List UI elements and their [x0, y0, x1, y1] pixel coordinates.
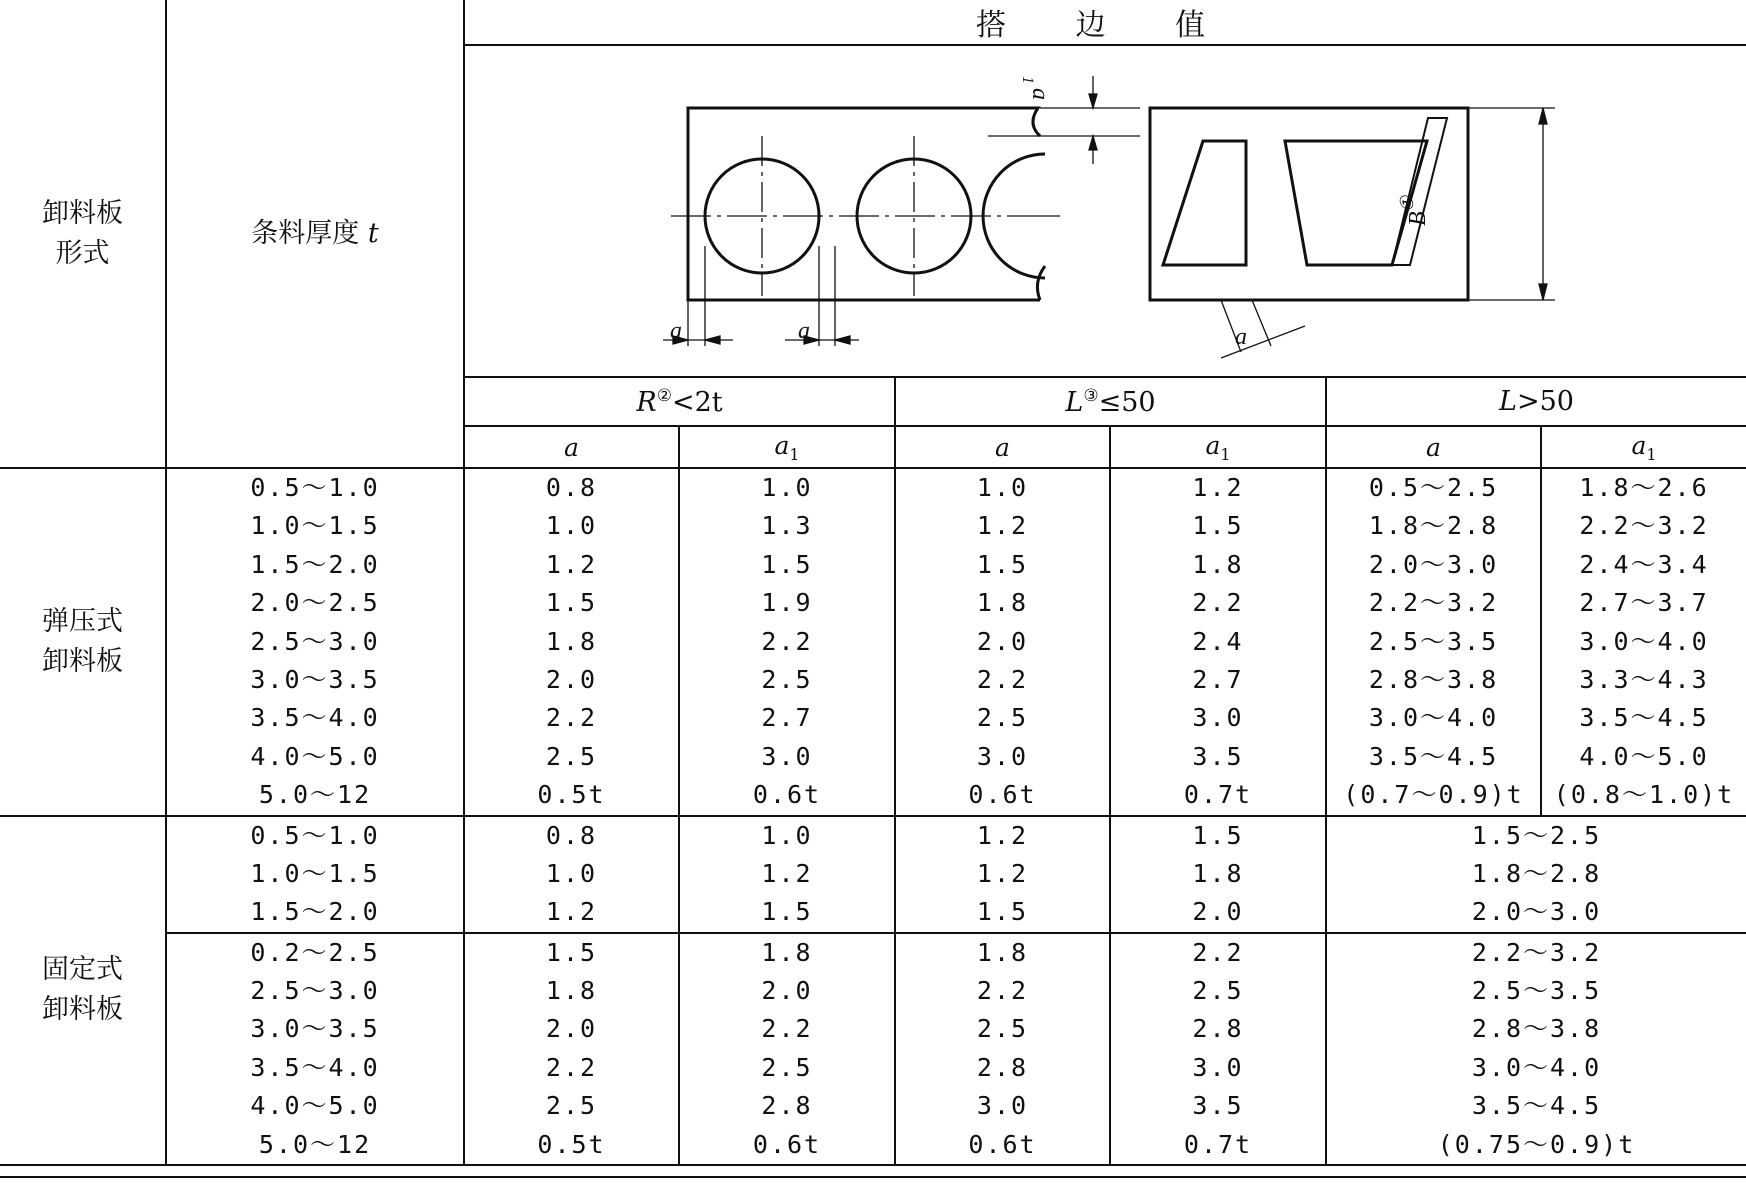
table-cell-value: 5.0～12 [258, 1129, 372, 1159]
table-cell-value: 2.5 [976, 703, 1029, 733]
table-cell-value: 2.2 [545, 703, 598, 733]
table-bottom-rule [0, 1176, 1746, 1178]
table-cell-value: 2.5 [976, 1014, 1029, 1044]
table-cell-value: 1.2 [976, 820, 1029, 850]
col-header-form [0, 0, 166, 468]
table-cell-value: 1.5 [1192, 511, 1244, 541]
group-header-R-rest: <2t [671, 386, 723, 418]
table-cell-value: 3.0 [1192, 703, 1244, 733]
group-header-R-var: R [636, 386, 657, 418]
table-cell-value: 3.0～4.0 [1368, 703, 1499, 733]
table-cell-value: 2.5 [761, 664, 813, 694]
table-cell-value: 1.8 [545, 976, 598, 1006]
table-cell-value: 1.8～2.6 [1579, 473, 1709, 502]
col-header-form-line1: 卸料板 [42, 197, 123, 229]
table-cell-value: 1.0～1.5 [250, 858, 380, 888]
table-cell-value: 2.0 [545, 664, 598, 694]
table-cell-value: 1.0 [761, 473, 813, 502]
table-cell-value: 2.2 [976, 976, 1029, 1006]
table-cell-value: (0.7～0.9)t [1343, 780, 1524, 810]
fixed-b1-l-a-col [895, 816, 1110, 933]
table-cell-value: 3.0～3.5 [250, 664, 380, 694]
sub-header-a1 [1541, 426, 1746, 468]
group-header-R-sup: ② [656, 385, 672, 406]
elastic-l-a1-col [1110, 468, 1326, 816]
table-cell-value: 3.5～4.5 [1471, 1091, 1602, 1121]
table-cell-value: 1.2 [976, 858, 1029, 888]
table-cell-value: 0.7t [1183, 780, 1253, 810]
table-cell-value: 1.8 [1192, 549, 1244, 579]
table-cell-value: 0.6t [752, 1129, 822, 1159]
group-header-L-le50-sup: ③ [1083, 385, 1099, 406]
table-cell-value: 0.5～2.5 [1368, 473, 1499, 502]
section-name-elastic-line2: 卸料板 [42, 645, 123, 677]
table-cell-value: 5.0～12 [258, 780, 372, 810]
table-cell-value: 3.5 [1192, 741, 1244, 771]
table-cell-value: 1.0～1.5 [250, 511, 380, 541]
table-cell-value: 0.5～1.0 [250, 473, 380, 502]
table-cell-value: 2.7～3.7 [1579, 588, 1709, 618]
group-header-L-gt50 [1326, 377, 1746, 426]
col-header-thickness-label: 条料厚度 [251, 217, 360, 249]
fixed-b1-l-a1-col [1110, 816, 1326, 933]
table-cell-value: 3.0～3.5 [250, 1014, 380, 1044]
table-cell-value: 1.5～2.0 [250, 549, 380, 579]
table-cell-value: 0.8 [545, 473, 598, 502]
table-cell-value: 2.5～3.5 [1471, 976, 1602, 1006]
sub-header-a: a [464, 426, 679, 468]
diagram-label-a1: a [1027, 88, 1053, 100]
table-cell-value: 1.5～2.5 [1471, 820, 1602, 850]
table-cell-value: 0.5t [537, 1129, 606, 1159]
overlap-diagram [464, 45, 1746, 377]
table-cell-value: 2.5～3.5 [1368, 626, 1499, 656]
fixed-b2-g-col [1326, 933, 1746, 1165]
group-header-L-le50-rest: ≤50 [1098, 386, 1156, 418]
table-cell-value: 2.8 [761, 1091, 813, 1121]
table-cell-value: 1.8 [1192, 858, 1244, 888]
table-cell-value: 2.0～3.0 [1368, 549, 1499, 579]
table-cell-value: 2.5～3.0 [250, 626, 380, 656]
table-cell-value: 0.7t [1183, 1129, 1253, 1159]
table-cell-value: 1.8 [761, 937, 813, 967]
elastic-r-a1-col [679, 468, 895, 816]
table-cell-value: 0.5～1.0 [250, 820, 380, 850]
table-cell-value: 3.0～4.0 [1471, 1052, 1602, 1082]
table-cell-value: 2.5～3.0 [250, 976, 380, 1006]
table-cell-value: 3.5～4.0 [250, 703, 380, 733]
overlap-title: 搭 边 值 [464, 0, 1746, 45]
sub-header-a1-base: a [1205, 430, 1221, 460]
table-cell-value: 2.4 [1192, 626, 1244, 656]
fixed-b1-thickness-col [166, 816, 464, 933]
table-cell-value: 2.5 [545, 741, 598, 771]
table-cell-value: 0.6t [968, 1129, 1037, 1159]
table-cell-value: 2.0～2.5 [250, 588, 380, 618]
table-cell-value: 2.2 [976, 664, 1029, 694]
group-header-R [464, 377, 895, 426]
table-cell-value: 1.2 [976, 511, 1029, 541]
section-name-fixed [0, 816, 166, 1166]
table-cell-value: 1.5 [761, 897, 813, 927]
table-cell-value: 1.0 [545, 511, 598, 541]
fixed-b2-r-a-col [464, 933, 679, 1165]
table-cell-value: 2.2 [761, 1014, 813, 1044]
table-cell-value: 1.5 [545, 937, 598, 967]
diagram-label-B-sup: ① [1397, 195, 1417, 212]
fixed-b2-l-a-col [895, 933, 1110, 1165]
table-cell-value: 2.2～3.2 [1368, 588, 1499, 618]
group-header-L-gt50-rest: >50 [1516, 386, 1574, 417]
elastic-g-a-col [1326, 468, 1541, 816]
table-cell-value: 1.5 [976, 549, 1029, 579]
elastic-r-a-col [464, 468, 679, 816]
table-cell-value: 2.2 [1192, 937, 1244, 967]
table-cell-value: 1.8～2.8 [1471, 858, 1602, 888]
table-cell-value: 2.0～3.0 [1471, 897, 1602, 927]
table-cell-value: 1.8 [976, 937, 1029, 967]
fixed-b1-r-a-col [464, 816, 679, 933]
table-cell-value: 2.8 [976, 1052, 1029, 1082]
sub-header-a: a [1326, 426, 1541, 468]
elastic-g-a1-col [1541, 468, 1746, 816]
table-cell-value: 3.5～4.0 [250, 1052, 380, 1082]
table-cell-value: 1.5 [976, 897, 1029, 927]
section-name-elastic [0, 468, 166, 816]
table-cell-value: 3.0 [976, 741, 1029, 771]
col-header-thickness [166, 0, 464, 468]
table-cell-value: 1.8 [976, 588, 1029, 618]
table-cell-value: 3.5 [1192, 1091, 1244, 1121]
table-cell-value: (0.75～0.9)t [1437, 1129, 1636, 1159]
sub-header-a1-base: a [1631, 430, 1647, 460]
table-cell-value: 2.2～3.2 [1579, 511, 1709, 541]
table-cell-value: 1.8～2.8 [1368, 511, 1499, 541]
table-cell-value: 0.6t [752, 780, 822, 810]
table-cell-value: 3.5～4.5 [1579, 703, 1709, 733]
fixed-b2-r-a1-col [679, 933, 895, 1165]
section-name-fixed-line1: 固定式 [42, 954, 123, 986]
table-cell-value: 2.2 [761, 626, 813, 656]
sub-header-a1 [1110, 426, 1326, 468]
table-cell-value: 1.0 [976, 473, 1029, 502]
table-cell-value: 2.5 [545, 1091, 598, 1121]
diagram-label-a1-sub: 1 [1019, 76, 1036, 84]
table-cell-value: (0.8～1.0)t [1553, 780, 1735, 810]
table-cell-value: 2.5 [1192, 976, 1244, 1006]
sub-header-a1-sub: 1 [1220, 444, 1231, 464]
table-cell-value: 4.0～5.0 [250, 741, 380, 771]
table-cell-value: 3.0 [976, 1091, 1029, 1121]
table-cell-value: 3.0～4.0 [1579, 626, 1709, 656]
table-cell-value: 1.2 [545, 897, 598, 927]
sub-header-a1 [679, 426, 895, 468]
table-cell-value: 1.2 [545, 549, 598, 579]
sub-header-a1-base: a [774, 430, 790, 460]
sub-header-a1-sub: 1 [1646, 444, 1657, 464]
sub-header-a1-sub: 1 [789, 444, 800, 464]
table-cell-value: 1.5～2.0 [250, 897, 380, 927]
table-cell-value: 1.5 [1192, 820, 1244, 850]
group-header-L-le50 [895, 377, 1326, 426]
table-cell-value: 1.8 [545, 626, 598, 656]
sub-header-a: a [895, 426, 1110, 468]
table-cell-value: 2.0 [545, 1014, 598, 1044]
table-cell-value: 2.0 [1192, 897, 1244, 927]
elastic-l-a-col [895, 468, 1110, 816]
table-cell-value: 2.7 [1192, 664, 1244, 694]
group-header-L-gt50-var: L [1499, 386, 1517, 417]
section-name-fixed-line2: 卸料板 [42, 994, 123, 1026]
table-cell-value: 1.2 [1192, 473, 1244, 502]
fixed-b1-r-a1-col [679, 816, 895, 933]
table-cell-value: 3.0 [761, 741, 813, 771]
table-cell-value: 4.0～5.0 [1579, 741, 1709, 771]
elastic-thickness-col [166, 468, 464, 816]
table-cell-value: 1.2 [761, 858, 813, 888]
table-cell-value: 2.7 [761, 703, 813, 733]
col-header-thickness-var: t [367, 217, 379, 249]
table-cell-value: 3.3～4.3 [1579, 664, 1709, 694]
fixed-b2-thickness-col [166, 933, 464, 1165]
table-cell-value: 2.5 [761, 1052, 813, 1082]
table-cell-value: 0.8 [545, 820, 598, 850]
table-cell-value: 1.3 [761, 511, 813, 541]
table-cell-value: 2.2 [545, 1052, 598, 1082]
table-cell-value: 2.2～3.2 [1471, 937, 1602, 967]
table-cell-value: 1.0 [545, 858, 598, 888]
table-cell-value: 2.0 [761, 976, 813, 1006]
table-cell-value: 1.9 [761, 588, 813, 618]
diagram-label-B: B [1405, 211, 1431, 226]
table-cell-value: 1.0 [761, 820, 813, 850]
fixed-b1-g-col [1326, 816, 1746, 933]
table-cell-value: 2.2 [1192, 588, 1244, 618]
section-name-elastic-line1: 弹压式 [42, 605, 123, 637]
table-cell-value: 0.2～2.5 [250, 937, 380, 967]
table-cell-value: 4.0～5.0 [250, 1091, 380, 1121]
table-cell-value: 2.8～3.8 [1471, 1014, 1602, 1044]
strip-layout-diagram [465, 46, 1746, 376]
table-cell-value: 2.8～3.8 [1368, 664, 1499, 694]
table-cell-value: 3.5～4.5 [1368, 741, 1499, 771]
fixed-b2-l-a1-col [1110, 933, 1326, 1165]
table-cell-value: 2.4～3.4 [1579, 549, 1709, 579]
col-header-form-line2: 形式 [55, 237, 110, 269]
diagram-label-a-left: a [670, 318, 682, 344]
table-cell-value: 1.5 [545, 588, 598, 618]
diagram-label-a-right: a [1235, 324, 1247, 350]
table-cell-value: 0.6t [968, 780, 1037, 810]
table-cell-value: 0.5t [537, 780, 606, 810]
diagram-label-a-middle: a [798, 318, 810, 344]
table-cell-value: 2.8 [1192, 1014, 1244, 1044]
group-header-L-le50-var: L [1065, 386, 1084, 418]
table-cell-value: 3.0 [1192, 1052, 1244, 1082]
table-cell-value: 1.5 [761, 549, 813, 579]
table-cell-value: 2.0 [976, 626, 1029, 656]
